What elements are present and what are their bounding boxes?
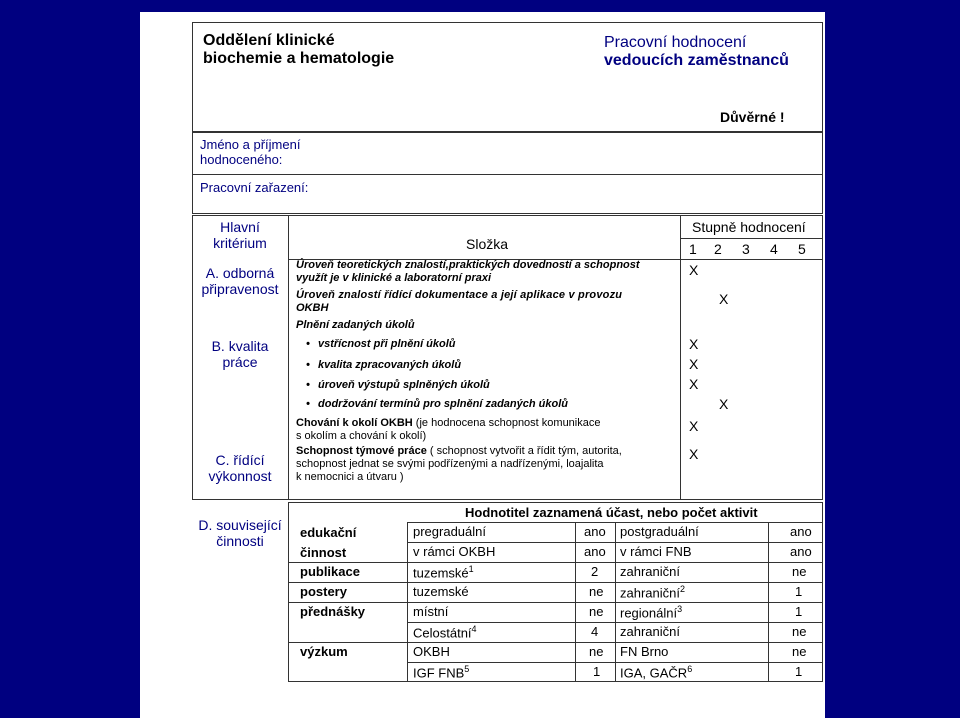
criterion-d-line-1: D. související <box>198 517 282 533</box>
mark-row-4: X <box>689 336 699 352</box>
criterion-c-line-2: výkonnost <box>208 468 272 484</box>
pub-foreign-val: ne <box>792 564 807 579</box>
criterion-header <box>192 219 288 251</box>
pub-domestic <box>413 564 474 580</box>
grade-3: 3 <box>742 241 750 257</box>
component-row-2-line-1: Úroveň znalostí řídící dokumentace a její aplikace v provozu <box>296 289 623 301</box>
lectures-regional-val: 1 <box>795 604 803 619</box>
component-row-1-line-1: Úroveň teoretických znalostí,praktických dovedností a schopnost <box>296 259 640 271</box>
mark-row-9: X <box>689 446 699 462</box>
mark-row-6: X <box>689 376 699 392</box>
name-label-line-2: hodnoceného: <box>200 152 283 167</box>
footnote-5: 5 <box>464 664 470 674</box>
research-igf <box>413 664 469 680</box>
act-line-8 <box>407 662 823 663</box>
criterion-a-line-1: A. odborná <box>205 265 275 281</box>
component-row-6: • úroveň výstupů splněných úkolů <box>318 379 490 392</box>
criterion-a <box>192 265 288 297</box>
criterion-b-line-1: B. kvalita <box>211 338 269 354</box>
mark-row-1: X <box>689 262 699 278</box>
act-line-1 <box>407 522 823 523</box>
research-label: výzkum <box>300 644 348 659</box>
research-iga <box>620 664 692 680</box>
edu-pregraduate: pregraduální <box>413 524 486 539</box>
grade-4: 4 <box>770 241 778 257</box>
edu-fnb-val: ano <box>790 544 812 559</box>
act-line-4 <box>288 582 823 583</box>
act-line-6 <box>407 622 823 623</box>
footnote-6: 6 <box>687 664 693 674</box>
footnote-2: 2 <box>679 584 685 594</box>
lectures-regional-text: regionální <box>620 605 678 621</box>
department-name <box>203 32 394 68</box>
name-label-line-1: Jméno a příjmení <box>200 137 301 152</box>
research-iga-text: IGA, GAČR <box>620 665 688 681</box>
component-row-8-bold: Chování k okolí OKBH <box>296 417 413 429</box>
grade-1: 1 <box>689 241 697 257</box>
research-okbh: OKBH <box>413 644 450 659</box>
research-fn-brno: FN Brno <box>620 644 669 659</box>
component-row-1 <box>296 259 640 285</box>
research-okbh-val: ne <box>589 644 604 659</box>
pub-domestic-val: 2 <box>591 564 599 579</box>
component-row-9-line-2: schopnost jednat se svými podřízenými a nadřízenými, loajalita <box>296 458 604 470</box>
component-row-9-bold: Schopnost týmové práce <box>296 445 427 457</box>
grade-2: 2 <box>714 241 722 257</box>
component-row-5: • kvalita zpracovaných úkolů <box>318 359 461 372</box>
edu-okbh: v rámci OKBH <box>413 544 496 559</box>
act-line-5 <box>288 602 823 603</box>
component-row-8 <box>296 417 600 443</box>
posters-foreign-text: zahraniční <box>620 585 680 601</box>
pub-foreign: zahraniční <box>620 564 680 579</box>
posters-domestic-val: ne <box>589 584 604 599</box>
form-title-line-1: Pracovní hodnocení <box>604 34 747 51</box>
edu-pregraduate-val: ano <box>584 524 606 539</box>
department-line-2: biochemie a hematologie <box>203 50 395 67</box>
lectures-national-val: 4 <box>591 624 599 639</box>
component-row-2-line-2: OKBH <box>296 302 329 314</box>
grades-header: Stupně hodnocení <box>692 219 806 235</box>
activities-table <box>288 502 823 682</box>
position-field-label: Pracovní zařazení: <box>200 180 309 195</box>
document-slide <box>140 12 825 718</box>
footnote-4: 4 <box>471 624 477 634</box>
table-divider-criterion <box>288 215 289 500</box>
act-line-3 <box>288 562 823 563</box>
edu-postgraduate: postgraduální <box>620 524 699 539</box>
pub-domestic-text: tuzemské <box>413 565 469 581</box>
criterion-c-line-1: C. řídící <box>215 452 265 468</box>
department-line-1: Oddělení klinické <box>203 32 335 49</box>
lectures-national <box>413 624 477 640</box>
lectures-local: místní <box>413 604 449 619</box>
criterion-c <box>192 452 288 484</box>
component-row-7: • dodržování termínů pro splnění zadaných úkolů <box>318 398 568 411</box>
edu-label-line-2: činnost <box>300 545 347 560</box>
form-title <box>604 34 789 70</box>
component-row-9 <box>296 445 622 484</box>
component-row-3: Plnění zadaných úkolů <box>296 319 415 331</box>
footnote-1: 1 <box>468 564 474 574</box>
name-field-label <box>200 137 300 167</box>
criterion-header-line-2: kritérium <box>213 235 267 251</box>
research-iga-val: 1 <box>795 664 803 679</box>
grades-numbers <box>680 241 823 259</box>
act-line-7 <box>288 642 823 643</box>
lectures-local-val: ne <box>589 604 604 619</box>
edu-label <box>300 523 356 563</box>
posters-label: postery <box>300 584 347 599</box>
form-title-line-2: vedoucích zaměstnanců <box>604 52 789 69</box>
research-igf-text: IGF FNB <box>413 665 465 681</box>
component-row-4: • vstřícnost při plnění úkolů <box>318 338 456 351</box>
posters-foreign <box>620 584 685 600</box>
pub-label: publikace <box>300 564 360 579</box>
mark-row-8: X <box>689 418 699 434</box>
criterion-d <box>192 517 288 549</box>
mark-row-5: X <box>689 356 699 372</box>
act-line-2 <box>407 542 823 543</box>
edu-okbh-val: ano <box>584 544 606 559</box>
research-igf-val: 1 <box>593 664 601 679</box>
component-header: Složka <box>466 236 509 252</box>
posters-domestic: tuzemské <box>413 584 469 599</box>
criterion-b-line-2: práce <box>222 354 258 370</box>
grade-5: 5 <box>798 241 806 257</box>
mark-row-7: X <box>719 396 729 412</box>
criterion-header-line-1: Hlavní <box>220 219 260 235</box>
edu-label-line-1: edukační <box>300 525 357 540</box>
criterion-b <box>192 338 288 370</box>
footnote-3: 3 <box>677 604 683 614</box>
component-row-9-line-3: k nemocnici a útvaru ) <box>296 471 404 483</box>
posters-foreign-val: 1 <box>795 584 803 599</box>
research-fn-brno-val: ne <box>792 644 807 659</box>
component-row-2 <box>296 289 622 315</box>
grades-header-divider <box>680 238 823 239</box>
component-row-9-rest: ( schopnost vytvořit a řídit tým, autorita, <box>426 445 622 457</box>
component-row-1-line-2: využít je v klinické a laboratorní praxi <box>296 272 492 284</box>
criterion-a-line-2: připravenost <box>201 281 279 297</box>
activities-heading: Hodnotitel zaznamená účast, nebo počet aktivit <box>465 505 758 520</box>
edu-postgraduate-val: ano <box>790 524 812 539</box>
lectures-regional <box>620 604 682 620</box>
lectures-national-text: Celostátní <box>413 625 472 641</box>
employee-divider <box>192 174 823 175</box>
component-row-8-line-2: s okolím a chování k okolí) <box>296 430 427 442</box>
confidential-label: Důvěrné ! <box>720 109 785 125</box>
mark-row-2: X <box>719 291 729 307</box>
edu-fnb: v rámci FNB <box>620 544 692 559</box>
criterion-d-line-2: činnosti <box>216 533 264 549</box>
lectures-foreign: zahraniční <box>620 624 680 639</box>
lectures-label: přednášky <box>300 604 366 619</box>
component-row-8-rest: (je hodnocena schopnost komunikace <box>412 417 601 429</box>
lectures-foreign-val: ne <box>792 624 807 639</box>
